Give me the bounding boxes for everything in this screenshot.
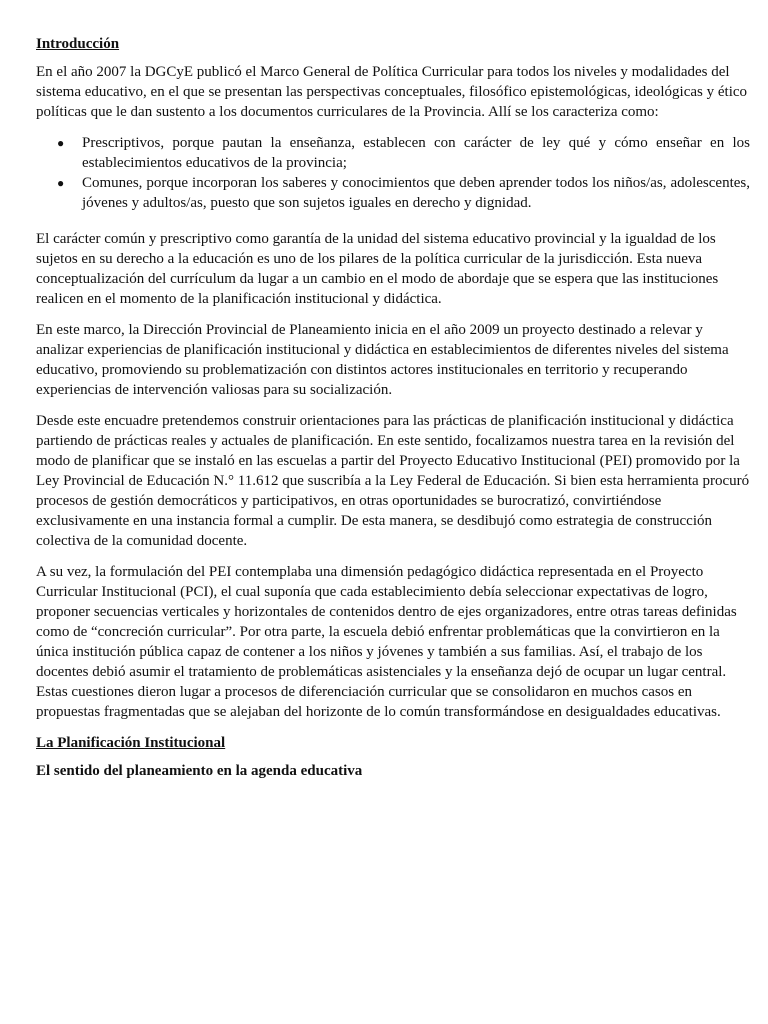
paragraph-3: En este marco, la Dirección Provincial de Planeamiento inicia en el año 2009 un proyecto destinado a relevar y analizar experiencias de planificación institucional y didáctica en establecimientos de diferentes niveles del sistema educativo, promoviendo su problematización con distintos actores institucionales en territorio y recuperando experiencias de intervención valiosas para su socialización. [36, 322, 729, 398]
bullet-text: Prescriptivos, porque pautan la enseñanza, establecen con carácter de ley qué y cómo enseñar en los establecimientos educativos de la provincia; [82, 135, 750, 171]
subsection-heading: El sentido del planeamiento en la agenda educativa [36, 763, 363, 779]
bullet-item-comunes [36, 173, 750, 213]
bullet-item-prescriptivos [36, 133, 750, 173]
bullet-icon: ● [57, 176, 65, 190]
intro-heading: Introducción [36, 36, 120, 52]
bullet-text: Comunes, porque incorporan los saberes y conocimientos que deben aprender todos los niños/as, adolescentes, jóvenes y adultos/as, puesto que son sujetos iguales en derecho y dignidad. [82, 175, 750, 211]
bullet-icon: ● [57, 136, 65, 150]
paragraph-2: El carácter común y prescriptivo como garantía de la unidad del sistema educativo provincial y la igualdad de los sujetos en su derecho a la educación es uno de los pilares de la política curricular de la jurisdicción. Esta nueva conceptualización del currículum da lugar a un cambio en el modo de abordaje que se espera que las instituciones realicen en el momento de la planificación institucional y didáctica. [36, 231, 719, 307]
paragraph-1: En el año 2007 la DGCyE publicó el Marco General de Política Curricular para todos los niveles y modalidades del sistema educativo, en el que se presentan las perspectivas conceptuales, filosófico epistemológicas, ideológicas y ético políticas que le dan sustento a los documentos curriculares de la Provincia. Allí se los caracteriza como: [36, 64, 748, 120]
paragraph-4: Desde este encuadre pretendemos construir orientaciones para las prácticas de planificación institucional y didáctica partiendo de prácticas reales y actuales de planificación. En este sentido, focalizamos nuestra tarea en la revisión del modo de planificar que se instaló en las escuelas a partir del Proyecto Educativo Institucional (PEI) promovido por la Ley Provincial de Educación N.° 11.612 que suscribía a la Ley Federal de Educación. Si bien esta herramienta procuró procesos de gestión democráticos y participativos, en otras oportunidades se burocratizó, convirtiéndose exclusivamente en una instancia formal a cumplir. De esta manera, se desdibujó como estrategia de construcción colectiva de la comunidad docente. [36, 413, 750, 549]
section-heading: La Planificación Institucional [36, 735, 226, 751]
bullet-list [36, 133, 750, 213]
paragraph-5: A su vez, la formulación del PEI contemplaba una dimensión pedagógico didáctica representada en el Proyecto Curricular Institucional (PCI), el cual suponía que cada establecimiento debía seleccionar expectativas de logro, proponer secuencias verticales y horizontales de contenidos dentro de ejes organizadores, entre otras tareas definidas como de “concreción curricular”. Por otra parte, la escuela debió enfrentar problemáticas que la convirtieron en la única institución pública capaz de contener a los niños y jóvenes y también a sus familias. Así, el trabajo de los docentes debió asumir el tratamiento de problemáticas asistenciales y la enseñanza dejó de ocupar un lugar central. Estas cuestiones dieron lugar a procesos de diferenciación curricular que se consolidaron en muchos casos en propuestas fragmentadas que se alejaban del horizonte de lo común transformándose en desigualdades educativas. [36, 564, 737, 720]
